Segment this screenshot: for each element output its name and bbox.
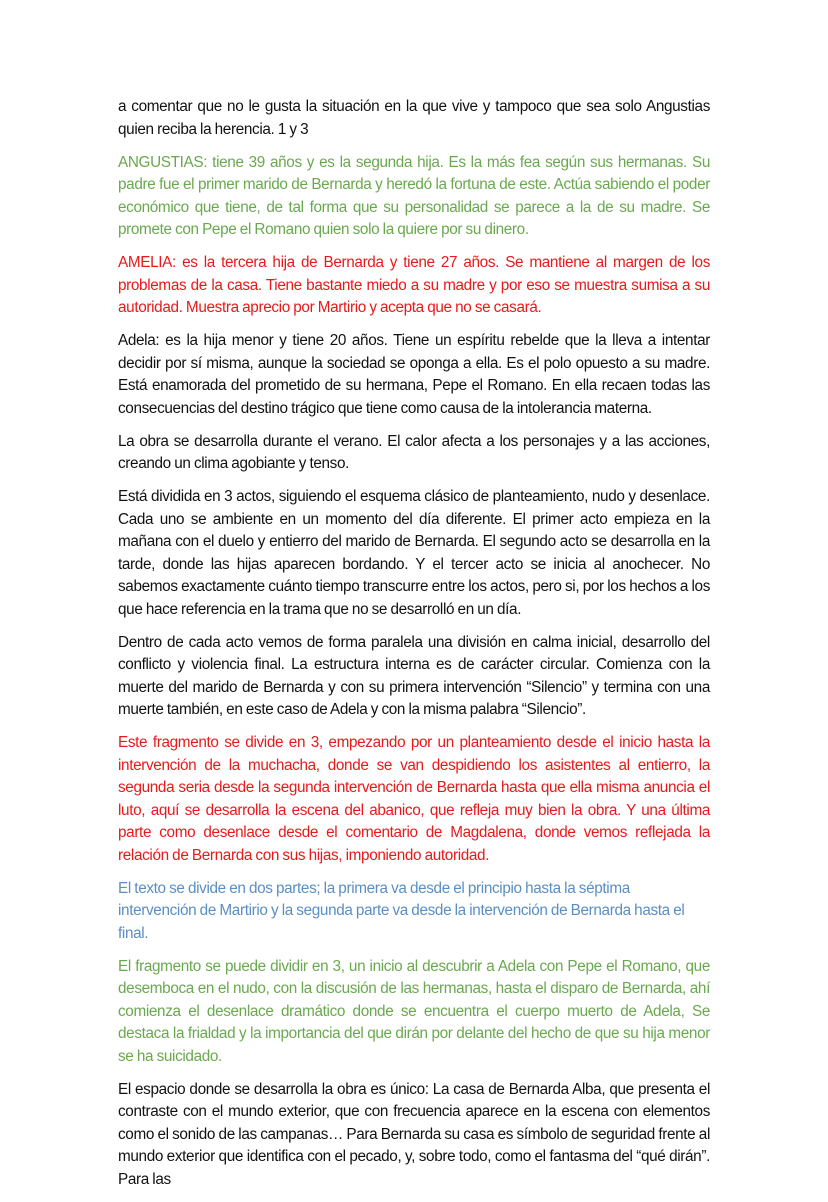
paragraph-fragmento-desenlace: El fragmento se puede dividir en 3, un inicio al descubrir a Adela con Pepe el Romano, que desemboca en el nudo, con la discusión de las hermanas, hasta el disparo de Bernarda, ahí comienza el desenlace dramático donde se encuentra el cuerpo muerto de Adela, Se destaca la frialdad y la importancia del que dirán por delante del hecho de que su hija menor se ha suicidado. <box>118 957 710 1065</box>
paragraph-amelia: AMELIA: es la tercera hija de Bernarda y tiene 27 años. Se mantiene al margen de los problemas de la casa. Tiene bastante miedo a su madre y por eso se muestra sumisa a su autoridad. Muestra aprecio por Martirio y acepta que no se casará. <box>118 254 710 316</box>
paragraph-fragmento-tres-partes: Este fragmento se divide en 3, empezando por un planteamiento desde el inicio hasta la intervención de la muchacha, donde se van despidiendo los asistentes al entierro, la segunda seria desde la segunda intervención de Bernarda hasta que ella misma anuncia el luto, aquí se desarrolla la escena del abanico, que refleja muy bien la obra. Y una última parte como desenlace desde el comentario de Magdalena, donde vemos reflejada la relación de Bernarda con sus hijas, imponiendo autoridad. <box>118 734 710 864</box>
paragraph-estructura: Dentro de cada acto vemos de forma paralela una división en calma inicial, desarrollo del conflicto y violencia final. La estructura interna es de carácter circular. Comienza con la muerte del marido de Bernarda y con su primera intervención “Silencio” y termina con una muerte también, en este caso de Adela y con la misma palabra “Silencio”. <box>118 633 710 718</box>
paragraph-verano: La obra se desarrolla durante el verano. El calor afecta a los personajes y a las acciones, creando un clima agobiante y tenso. <box>118 432 710 472</box>
paragraph-angustias: ANGUSTIAS: tiene 39 años y es la segunda hija. Es la más fea según sus hermanas. Su padre fue el primer marido de Bernarda y heredó la fortuna de este. Actúa sabiendo el poder económico que tiene, de tal forma que su personalidad se parece a la de su madre. Se promete con Pepe el Romano quien solo la quiere por su dinero. <box>118 153 710 238</box>
paragraph-dos-partes: El texto se divide en dos partes; la primera va desde el principio hasta la séptima intervención de Martirio y la segunda parte va desde la intervención de Bernarda hasta el final. <box>118 879 685 942</box>
paragraph-adela: Adela: es la hija menor y tiene 20 años. Tiene un espíritu rebelde que la lleva a intentar decidir por sí misma, aunque la sociedad se oponga a ella. Es el polo opuesto a su madre. Está enamorada del prometido de su hermana, Pepe el Romano. En ella recaen todas las consecuencias del destino trágico que tiene como causa de la intolerancia materna. <box>118 332 710 417</box>
document-page <box>118 96 710 1202</box>
paragraph-herencia: a comentar que no le gusta la situación en la que vive y tampoco que sea solo Angustias quien reciba la herencia. 1 y 3 <box>118 98 710 138</box>
paragraph-actos: Está dividida en 3 actos, siguiendo el esquema clásico de planteamiento, nudo y desenlace. Cada uno se ambiente en un momento del día diferente. El primer acto empieza en la mañana con el duelo y entierro del marido de Bernarda. El segundo acto se desarrolla en la tarde, donde las hijas aparecen bordando. Y el tercer acto se inicia al anochecer. No sabemos exactamente cuánto tiempo transcurre entre los actos, pero si, por los hechos a los que hace referencia en la trama que no se desarrolló en un día. <box>118 488 710 618</box>
paragraph-espacio: El espacio donde se desarrolla la obra es único: La casa de Bernarda Alba, que presenta el contraste con el mundo exterior, que con frecuencia aparece en la escena con elementos como el sonido de las campanas… Para Bernarda su casa es símbolo de seguridad frente al mundo exterior que identifica con el pecado, y, sobre todo, como el fantasma del “qué dirán”. Para las <box>118 1080 710 1188</box>
